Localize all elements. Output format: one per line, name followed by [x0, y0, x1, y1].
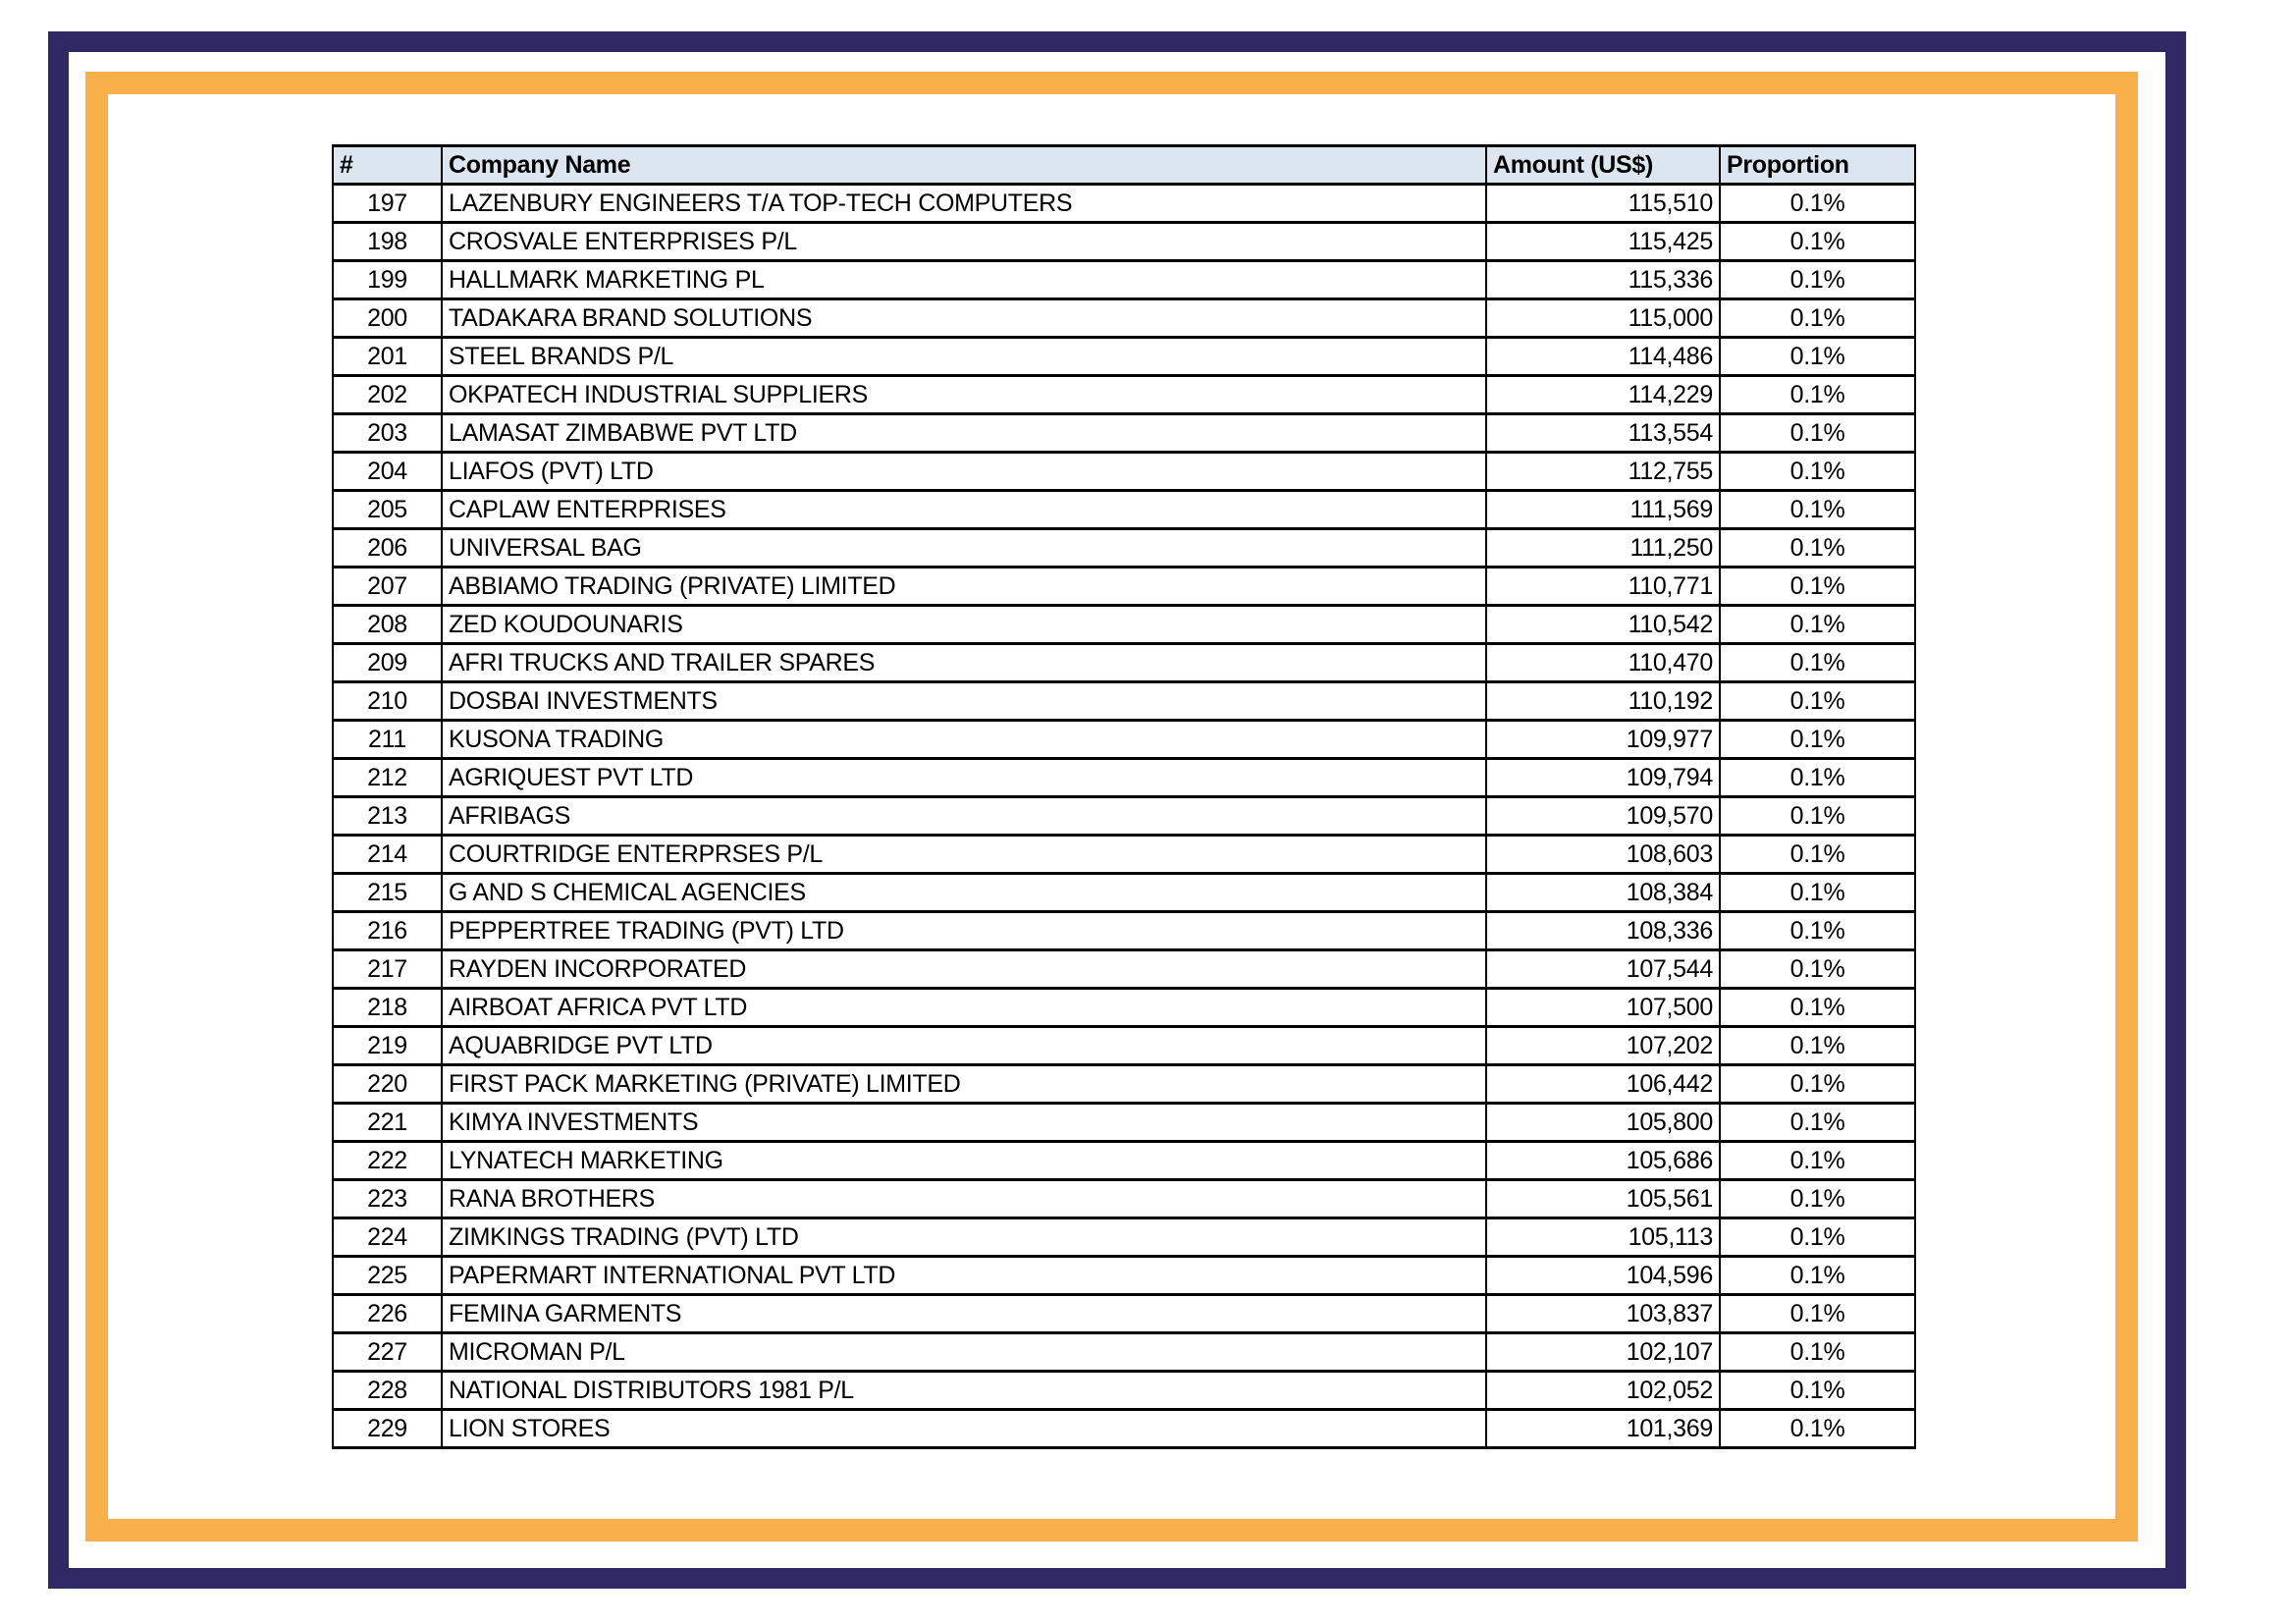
cell-company-name: NATIONAL DISTRIBUTORS 1981 P/L [442, 1372, 1486, 1410]
cell-proportion: 0.1% [1720, 721, 1915, 759]
cell-proportion: 0.1% [1720, 989, 1915, 1027]
cell-amount: 108,384 [1486, 874, 1720, 912]
cell-number: 205 [333, 491, 442, 529]
cell-company-name: ZED KOUDOUNARIS [442, 606, 1486, 644]
cell-amount: 103,837 [1486, 1295, 1720, 1333]
cell-proportion: 0.1% [1720, 1372, 1915, 1410]
cell-proportion: 0.1% [1720, 1410, 1915, 1448]
cell-amount: 109,977 [1486, 721, 1720, 759]
cell-company-name: STEEL BRANDS P/L [442, 338, 1486, 376]
cell-proportion: 0.1% [1720, 912, 1915, 950]
cell-proportion: 0.1% [1720, 644, 1915, 682]
header-amount: Amount (US$) [1486, 146, 1720, 185]
cell-number: 221 [333, 1104, 442, 1142]
table-row [333, 299, 1915, 338]
cell-amount: 104,596 [1486, 1257, 1720, 1295]
cell-proportion: 0.1% [1720, 453, 1915, 491]
cell-proportion: 0.1% [1720, 874, 1915, 912]
table-row [333, 874, 1915, 912]
table-row [333, 1218, 1915, 1257]
cell-proportion: 0.1% [1720, 797, 1915, 836]
cell-proportion: 0.1% [1720, 1257, 1915, 1295]
cell-number: 209 [333, 644, 442, 682]
cell-number: 207 [333, 568, 442, 606]
cell-number: 225 [333, 1257, 442, 1295]
cell-proportion: 0.1% [1720, 950, 1915, 989]
cell-company-name: CAPLAW ENTERPRISES [442, 491, 1486, 529]
cell-company-name: LIAFOS (PVT) LTD [442, 453, 1486, 491]
cell-proportion: 0.1% [1720, 1180, 1915, 1218]
cell-company-name: ABBIAMO TRADING (PRIVATE) LIMITED [442, 568, 1486, 606]
table-row [333, 261, 1915, 299]
cell-amount: 113,554 [1486, 414, 1720, 453]
cell-number: 208 [333, 606, 442, 644]
cell-number: 203 [333, 414, 442, 453]
cell-proportion: 0.1% [1720, 185, 1915, 223]
table-row [333, 950, 1915, 989]
cell-number: 199 [333, 261, 442, 299]
table-row [333, 644, 1915, 682]
cell-company-name: LION STORES [442, 1410, 1486, 1448]
cell-proportion: 0.1% [1720, 1027, 1915, 1065]
cell-amount: 101,369 [1486, 1410, 1720, 1448]
cell-number: 222 [333, 1142, 442, 1180]
cell-number: 200 [333, 299, 442, 338]
cell-amount: 111,569 [1486, 491, 1720, 529]
table-row [333, 453, 1915, 491]
table-row [333, 1333, 1915, 1372]
cell-amount: 109,794 [1486, 759, 1720, 797]
cell-proportion: 0.1% [1720, 1333, 1915, 1372]
cell-amount: 112,755 [1486, 453, 1720, 491]
cell-company-name: PAPERMART INTERNATIONAL PVT LTD [442, 1257, 1486, 1295]
cell-proportion: 0.1% [1720, 568, 1915, 606]
cell-proportion: 0.1% [1720, 491, 1915, 529]
cell-number: 217 [333, 950, 442, 989]
cell-proportion: 0.1% [1720, 606, 1915, 644]
header-company-name: Company Name [442, 146, 1486, 185]
cell-company-name: AGRIQUEST PVT LTD [442, 759, 1486, 797]
cell-number: 220 [333, 1065, 442, 1104]
cell-number: 215 [333, 874, 442, 912]
cell-number: 228 [333, 1372, 442, 1410]
table-row [333, 529, 1915, 568]
cell-amount: 102,052 [1486, 1372, 1720, 1410]
cell-company-name: KUSONA TRADING [442, 721, 1486, 759]
cell-proportion: 0.1% [1720, 223, 1915, 261]
cell-amount: 115,336 [1486, 261, 1720, 299]
cell-company-name: LYNATECH MARKETING [442, 1142, 1486, 1180]
cell-number: 218 [333, 989, 442, 1027]
cell-amount: 109,570 [1486, 797, 1720, 836]
cell-amount: 110,771 [1486, 568, 1720, 606]
header-number: # [333, 146, 442, 185]
cell-amount: 108,603 [1486, 836, 1720, 874]
table-row [333, 1180, 1915, 1218]
cell-company-name: FIRST PACK MARKETING (PRIVATE) LIMITED [442, 1065, 1486, 1104]
cell-company-name: UNIVERSAL BAG [442, 529, 1486, 568]
cell-proportion: 0.1% [1720, 1065, 1915, 1104]
cell-number: 227 [333, 1333, 442, 1372]
cell-company-name: RAYDEN INCORPORATED [442, 950, 1486, 989]
cell-amount: 115,000 [1486, 299, 1720, 338]
table-row [333, 491, 1915, 529]
cell-proportion: 0.1% [1720, 338, 1915, 376]
cell-company-name: DOSBAI INVESTMENTS [442, 682, 1486, 721]
cell-number: 210 [333, 682, 442, 721]
cell-proportion: 0.1% [1720, 682, 1915, 721]
cell-amount: 110,542 [1486, 606, 1720, 644]
cell-company-name: FEMINA GARMENTS [442, 1295, 1486, 1333]
cell-company-name: AFRI TRUCKS AND TRAILER SPARES [442, 644, 1486, 682]
table-row [333, 1027, 1915, 1065]
table-row [333, 721, 1915, 759]
cell-company-name: OKPATECH INDUSTRIAL SUPPLIERS [442, 376, 1486, 414]
cell-amount: 114,229 [1486, 376, 1720, 414]
cell-number: 206 [333, 529, 442, 568]
cell-amount: 107,202 [1486, 1027, 1720, 1065]
cell-number: 201 [333, 338, 442, 376]
table-row [333, 1065, 1915, 1104]
cell-amount: 115,510 [1486, 185, 1720, 223]
cell-number: 216 [333, 912, 442, 950]
cell-number: 211 [333, 721, 442, 759]
cell-company-name: CROSVALE ENTERPRISES P/L [442, 223, 1486, 261]
table-row [333, 836, 1915, 874]
cell-amount: 114,486 [1486, 338, 1720, 376]
companies-table [332, 144, 1916, 1449]
table-header [333, 146, 1915, 185]
table-row [333, 185, 1915, 223]
table-row [333, 1257, 1915, 1295]
table-row [333, 989, 1915, 1027]
cell-number: 214 [333, 836, 442, 874]
cell-number: 198 [333, 223, 442, 261]
cell-number: 229 [333, 1410, 442, 1448]
cell-company-name: PEPPERTREE TRADING (PVT) LTD [442, 912, 1486, 950]
cell-company-name: MICROMAN P/L [442, 1333, 1486, 1372]
table-row [333, 797, 1915, 836]
cell-proportion: 0.1% [1720, 759, 1915, 797]
cell-amount: 102,107 [1486, 1333, 1720, 1372]
table-row [333, 376, 1915, 414]
cell-amount: 107,500 [1486, 989, 1720, 1027]
table-row [333, 568, 1915, 606]
cell-company-name: COURTRIDGE ENTERPRSES P/L [442, 836, 1486, 874]
table-row [333, 1410, 1915, 1448]
header-row [333, 146, 1915, 185]
table-row [333, 414, 1915, 453]
cell-number: 197 [333, 185, 442, 223]
cell-proportion: 0.1% [1720, 1218, 1915, 1257]
cell-number: 213 [333, 797, 442, 836]
cell-proportion: 0.1% [1720, 261, 1915, 299]
cell-company-name: TADAKARA BRAND SOLUTIONS [442, 299, 1486, 338]
table-row [333, 606, 1915, 644]
cell-amount: 105,561 [1486, 1180, 1720, 1218]
cell-amount: 107,544 [1486, 950, 1720, 989]
cell-proportion: 0.1% [1720, 529, 1915, 568]
cell-amount: 105,686 [1486, 1142, 1720, 1180]
cell-number: 219 [333, 1027, 442, 1065]
cell-amount: 105,800 [1486, 1104, 1720, 1142]
cell-number: 212 [333, 759, 442, 797]
cell-number: 223 [333, 1180, 442, 1218]
cell-amount: 115,425 [1486, 223, 1720, 261]
cell-amount: 110,470 [1486, 644, 1720, 682]
cell-number: 226 [333, 1295, 442, 1333]
cell-company-name: ZIMKINGS TRADING (PVT) LTD [442, 1218, 1486, 1257]
cell-amount: 111,250 [1486, 529, 1720, 568]
table-row [333, 1372, 1915, 1410]
table-body [333, 185, 1915, 1448]
table-row [333, 912, 1915, 950]
cell-proportion: 0.1% [1720, 414, 1915, 453]
cell-company-name: AIRBOAT AFRICA PVT LTD [442, 989, 1486, 1027]
table-row [333, 1295, 1915, 1333]
cell-number: 204 [333, 453, 442, 491]
cell-amount: 105,113 [1486, 1218, 1720, 1257]
cell-company-name: HALLMARK MARKETING PL [442, 261, 1486, 299]
cell-proportion: 0.1% [1720, 1104, 1915, 1142]
cell-number: 224 [333, 1218, 442, 1257]
cell-company-name: LAMASAT ZIMBABWE PVT LTD [442, 414, 1486, 453]
cell-company-name: AFRIBAGS [442, 797, 1486, 836]
table-row [333, 759, 1915, 797]
companies-table-container [332, 144, 1916, 1449]
cell-proportion: 0.1% [1720, 376, 1915, 414]
table-row [333, 223, 1915, 261]
cell-proportion: 0.1% [1720, 299, 1915, 338]
cell-amount: 110,192 [1486, 682, 1720, 721]
table-row [333, 682, 1915, 721]
cell-amount: 106,442 [1486, 1065, 1720, 1104]
header-proportion: Proportion [1720, 146, 1915, 185]
cell-company-name: G AND S CHEMICAL AGENCIES [442, 874, 1486, 912]
table-row [333, 1104, 1915, 1142]
table-row [333, 1142, 1915, 1180]
cell-company-name: LAZENBURY ENGINEERS T/A TOP-TECH COMPUTERS [442, 185, 1486, 223]
cell-company-name: RANA BROTHERS [442, 1180, 1486, 1218]
cell-number: 202 [333, 376, 442, 414]
cell-amount: 108,336 [1486, 912, 1720, 950]
table-row [333, 338, 1915, 376]
cell-company-name: KIMYA INVESTMENTS [442, 1104, 1486, 1142]
cell-company-name: AQUABRIDGE PVT LTD [442, 1027, 1486, 1065]
cell-proportion: 0.1% [1720, 1295, 1915, 1333]
cell-proportion: 0.1% [1720, 836, 1915, 874]
cell-proportion: 0.1% [1720, 1142, 1915, 1180]
